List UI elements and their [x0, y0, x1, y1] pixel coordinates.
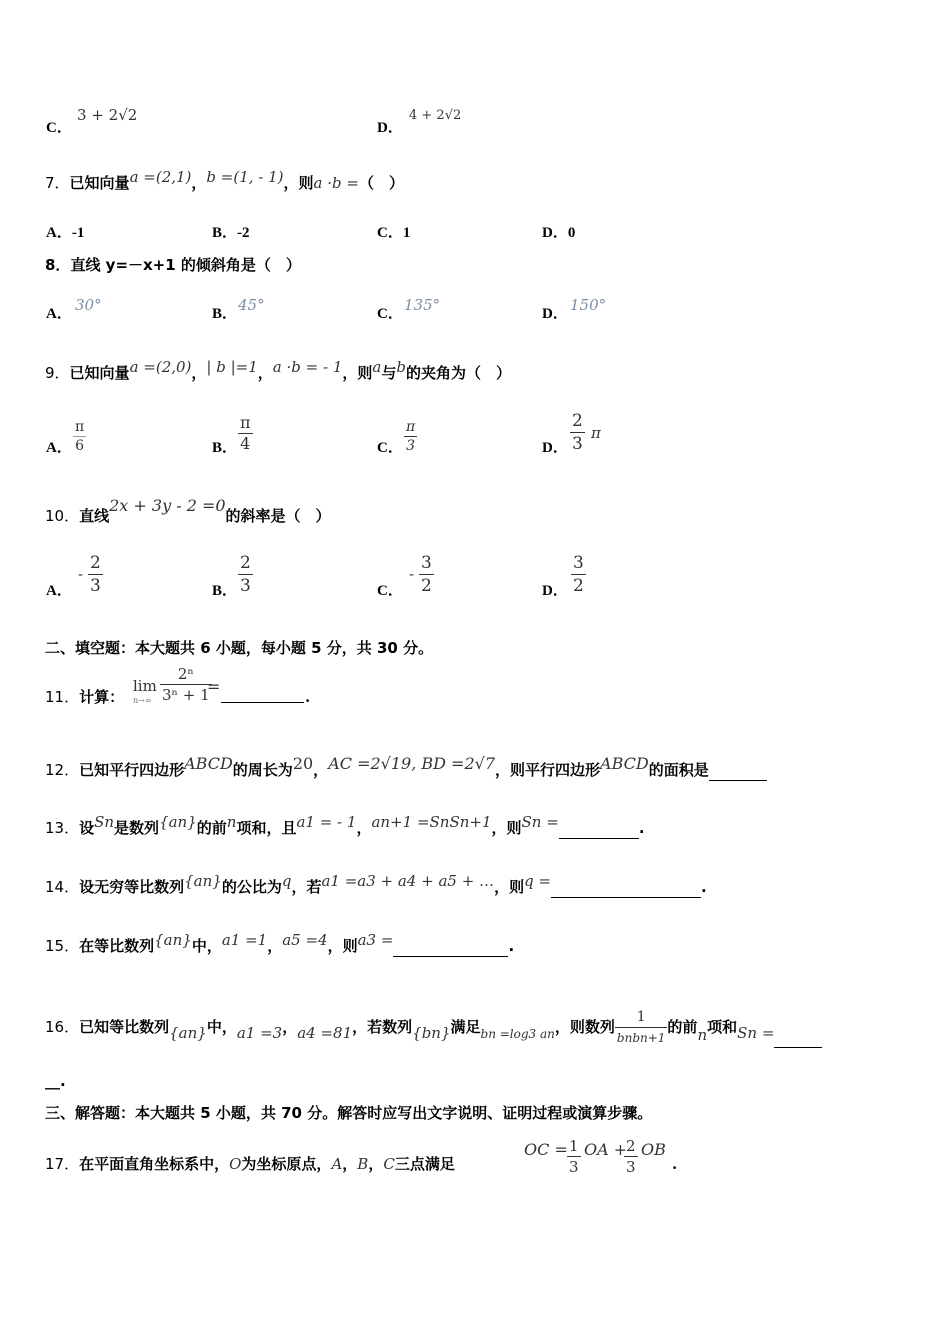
q11-eq: =: [207, 677, 221, 696]
q17-eq-left: OC =: [524, 1140, 568, 1159]
q15-end: .: [508, 937, 515, 955]
q11-end: .: [305, 688, 311, 706]
q14-t2: 的公比为: [221, 878, 282, 896]
q8-option-b-value: 45°: [238, 296, 265, 314]
q13-t6: ，则: [491, 819, 522, 837]
q8-option-c-value: 135°: [404, 296, 441, 314]
q8-option-a-label: A．: [46, 306, 72, 322]
q10-a-den: 3: [90, 576, 101, 596]
q17-fraction-1: [567, 1136, 581, 1177]
q14-number: 14．: [45, 878, 80, 896]
q17-sep-1: ，: [342, 1155, 358, 1173]
q10-c-num: 3: [421, 553, 432, 573]
q11-fraction: [160, 664, 212, 705]
q13-t4: 项和，且: [236, 819, 297, 837]
q16-an: {an}: [169, 1024, 207, 1042]
q14-an: {an}: [184, 872, 222, 890]
q17-t2: 为坐标原点，: [241, 1155, 332, 1173]
q9-a-num: π: [75, 419, 85, 435]
q13-sn: Sn: [94, 813, 115, 831]
q10-option-b-label: B．: [212, 583, 238, 599]
q9-a-den: 6: [73, 436, 86, 455]
q9-option-d-pi: π: [591, 424, 601, 442]
q9-c-num: π: [406, 419, 416, 435]
q9-option-d-label: D．: [542, 440, 568, 456]
q9-a: a: [372, 358, 382, 376]
q10-a-num: 2: [90, 553, 101, 573]
q9-number: 9．: [45, 364, 70, 382]
q9-b: b: [396, 358, 406, 376]
q12-t2: 的周长为: [232, 761, 293, 779]
q10-b-den: 3: [240, 576, 251, 596]
q10-text-pre: 直线: [79, 507, 110, 525]
question-13: [45, 813, 910, 839]
q17-t1: 在平面直角坐标系中，: [79, 1155, 230, 1173]
section-3-heading: 三、解答题：本大题共 5 小题，共 70 分。解答时应写出文字说明、证明过程或演算步骤。: [45, 1104, 653, 1122]
q9-b-num: π: [240, 413, 251, 432]
q17-fraction-2: [624, 1136, 638, 1177]
q8-option-b-label: B．: [212, 306, 238, 322]
question-9: 9．已知向量a =(2,0)，| b |=1，a ·b = - 1，则a与b的夹角为（ ）: [45, 358, 511, 382]
q13-t5: ，: [356, 819, 372, 837]
q17-b: B: [357, 1155, 369, 1173]
q7-option-c: C．1: [377, 225, 411, 241]
q9-cond-2: | b |=1: [206, 358, 258, 376]
q17-o: O: [229, 1155, 242, 1173]
q10-equation: 2x + 3y - 2 =0: [109, 496, 226, 515]
q17-end: .: [672, 1155, 678, 1173]
q17-c: C: [383, 1155, 395, 1173]
q9-b-den: 4: [238, 433, 253, 454]
question-16: [45, 1007, 950, 1048]
q13-an: {an}: [159, 813, 197, 831]
q8-option-c-label: C．: [377, 306, 403, 322]
q11-number: 11．: [45, 688, 80, 706]
q7-option-b: B．-2: [212, 225, 250, 241]
question-12: [45, 754, 910, 781]
q15-t4: ，则: [327, 937, 358, 955]
q17-f1-num: 1: [569, 1137, 579, 1155]
q9-option-c-label: C．: [377, 440, 403, 456]
q16-cond-1: a1 =3: [236, 1024, 283, 1042]
q10-c-den: 2: [421, 576, 432, 596]
q9-option-b-label: B．: [212, 440, 238, 456]
q10-option-a-label: A．: [46, 583, 72, 599]
q16-answer-blank[interactable]: [774, 1031, 822, 1048]
q17-a: A: [331, 1155, 343, 1173]
q12-perimeter: 20: [292, 754, 314, 773]
q17-ob: OB: [641, 1140, 666, 1159]
q9-option-a-frac: [73, 418, 86, 455]
q11-answer-blank[interactable]: [221, 686, 304, 703]
q14-q: q: [281, 872, 292, 890]
q12-t4: ，则平行四边形: [495, 761, 601, 779]
q14-t4: ，则: [494, 878, 525, 896]
q12-t1: 已知平行四边形: [79, 761, 185, 779]
q8-text: 直线 y=－x+1 的倾斜角是（ ）: [70, 256, 301, 274]
q16-t3: ，: [282, 1018, 298, 1036]
q12-condition: AC =2√19, BD =2√7: [328, 754, 496, 773]
q6-option-d-label: D．: [377, 120, 403, 136]
question-7: [45, 168, 910, 194]
q17-number: 17．: [45, 1155, 80, 1173]
q10-option-c-sign: -: [409, 565, 415, 583]
q7-text-mid: ，则: [283, 174, 314, 192]
q8-number: 8．: [45, 256, 71, 274]
q16-t8: 项和: [707, 1018, 738, 1036]
q14-q-eq: q =: [524, 872, 552, 890]
q10-option-a-sign: -: [78, 565, 84, 583]
q11-den: 3ⁿ + 1: [162, 686, 210, 704]
question-15: [45, 931, 910, 957]
q11-text: 计算：: [79, 688, 125, 706]
q15-a3-eq: a3 =: [357, 931, 394, 949]
q13-t2: 是数列: [114, 819, 160, 837]
q13-cond-1: a1 = - 1: [296, 813, 357, 831]
q9-d-num: 2: [572, 411, 583, 431]
q10-text-end: 的斜率是（ ）: [225, 507, 331, 525]
q9-c-den: 3: [404, 436, 417, 455]
q7-sep: ，: [191, 174, 207, 192]
q17-oa: OA +: [584, 1140, 628, 1159]
q9-text-mid: ，则: [342, 364, 373, 382]
q17-f2-den: 3: [626, 1158, 636, 1176]
q10-option-b-frac: [238, 552, 253, 597]
question-8: [45, 254, 910, 276]
q17-sep-2: ，: [368, 1155, 384, 1173]
q9-option-a-label: A．: [46, 440, 72, 456]
q7-vector-b: b =(1, - 1): [206, 168, 284, 186]
q12-t5: 的面积是: [648, 761, 709, 779]
q6-option-c-value: 3 + 2√2: [77, 106, 138, 124]
q16-t5: 满足: [450, 1018, 481, 1036]
q15-cond-2: a5 =4: [282, 931, 328, 949]
q16-t7: 的前: [667, 1018, 698, 1036]
q15-t3: ，: [267, 937, 283, 955]
q13-t1: 设: [79, 819, 95, 837]
question-17: [45, 1153, 910, 1175]
q8-option-d-label: D．: [542, 306, 568, 322]
q16-fraction: [615, 1007, 668, 1048]
q7-expr: a ·b =: [313, 174, 359, 192]
q16-cond-3: bn =log3 an: [480, 1027, 555, 1041]
q17-t3: 三点满足: [394, 1155, 455, 1173]
q16-sn-eq: Sn =: [737, 1024, 775, 1042]
q6-option-c-label: C．: [46, 120, 72, 136]
q8-option-a-value: 30°: [75, 296, 102, 314]
q6-option-d-value: 4 + 2√2: [409, 108, 462, 123]
q11-lim-sub: n→∞: [133, 696, 152, 705]
q7-option-d: D．0: [542, 225, 576, 241]
q7-number: 7．: [45, 174, 70, 192]
section-2-heading: 二、填空题：本大题共 6 小题，每小题 5 分，共 30 分。: [45, 639, 434, 657]
q15-t2: 中，: [191, 937, 222, 955]
q15-an: {an}: [154, 931, 192, 949]
q9-with: 与: [381, 364, 397, 382]
q9-text-pre: 已知向量: [69, 364, 130, 382]
q14-end: .: [701, 878, 707, 896]
q13-cond-2: an+1 =SnSn+1: [371, 813, 492, 831]
q16-t6: ，则数列: [554, 1018, 615, 1036]
q16-bn: {bn}: [412, 1024, 451, 1042]
q10-b-num: 2: [240, 553, 251, 573]
q16-frac-den: bnbn+1: [615, 1027, 668, 1048]
q12-abcd: ABCD: [184, 754, 233, 773]
q9-d-den: 3: [572, 434, 583, 454]
q17-f1-den: 3: [569, 1158, 579, 1176]
q11-num: 2ⁿ: [177, 665, 194, 683]
q10-option-c-label: C．: [377, 583, 403, 599]
q9-option-c-frac: [404, 418, 417, 455]
q10-option-d-frac: [571, 552, 586, 597]
q9-text-end: 的夹角为（ ）: [405, 364, 511, 382]
q15-answer-blank[interactable]: [393, 940, 508, 957]
q14-condition: a1 =a3 + a4 + a5 + …: [321, 872, 495, 890]
q15-cond-1: a1 =1: [221, 931, 268, 949]
q9-option-b-frac: [238, 413, 253, 454]
q17-f2-num: 2: [626, 1137, 636, 1155]
q13-t3: 的前: [196, 819, 227, 837]
q12-abcd-2: ABCD: [600, 754, 649, 773]
q10-d-den: 2: [573, 576, 584, 596]
q9-option-d-frac: [570, 410, 585, 455]
q7-vector-a: a =(2,1): [129, 168, 192, 186]
q10-option-a-frac: [88, 552, 103, 597]
q16-n: n: [697, 1026, 708, 1044]
q12-t3: ，: [313, 761, 329, 779]
q7-paren: （ ）: [358, 174, 404, 192]
q16-t4: ，若数列: [352, 1018, 413, 1036]
q13-number: 13．: [45, 819, 80, 837]
q13-n: n: [226, 813, 237, 831]
q10-option-d-label: D．: [542, 583, 568, 599]
q15-number: 15．: [45, 937, 80, 955]
q16-t1: 已知等比数列: [79, 1018, 170, 1036]
q14-answer-blank[interactable]: [551, 881, 701, 898]
q13-end: .: [638, 819, 645, 837]
q8-option-d-value: 150°: [570, 296, 607, 314]
q13-sn-eq: Sn =: [521, 813, 559, 831]
q16-cond-2: a4 =81: [297, 1024, 353, 1042]
question-14: [45, 872, 910, 898]
q14-t3: ，若: [291, 878, 322, 896]
q14-t1: 设无穷等比数列: [79, 878, 185, 896]
q16-number: 16．: [45, 1018, 80, 1036]
q11-lim: lim: [133, 677, 157, 695]
q16-frac-num: 1: [636, 1009, 646, 1025]
q10-option-c-frac: [419, 552, 434, 597]
q9-cond-3: a ·b = - 1: [272, 358, 343, 376]
q16-t2: 中，: [206, 1018, 237, 1036]
q12-number: 12．: [45, 761, 80, 779]
q15-t1: 在等比数列: [79, 937, 155, 955]
q16-tail: __.: [45, 1072, 66, 1090]
question-10: [45, 496, 910, 527]
q10-number: 10．: [45, 507, 80, 525]
q10-d-num: 3: [573, 553, 584, 573]
q12-answer-blank[interactable]: [709, 764, 767, 781]
q7-text-pre: 已知向量: [69, 174, 130, 192]
q9-cond-1: a =(2,0): [129, 358, 192, 376]
q13-answer-blank[interactable]: [559, 822, 639, 839]
q7-option-a: A．-1: [46, 225, 85, 241]
